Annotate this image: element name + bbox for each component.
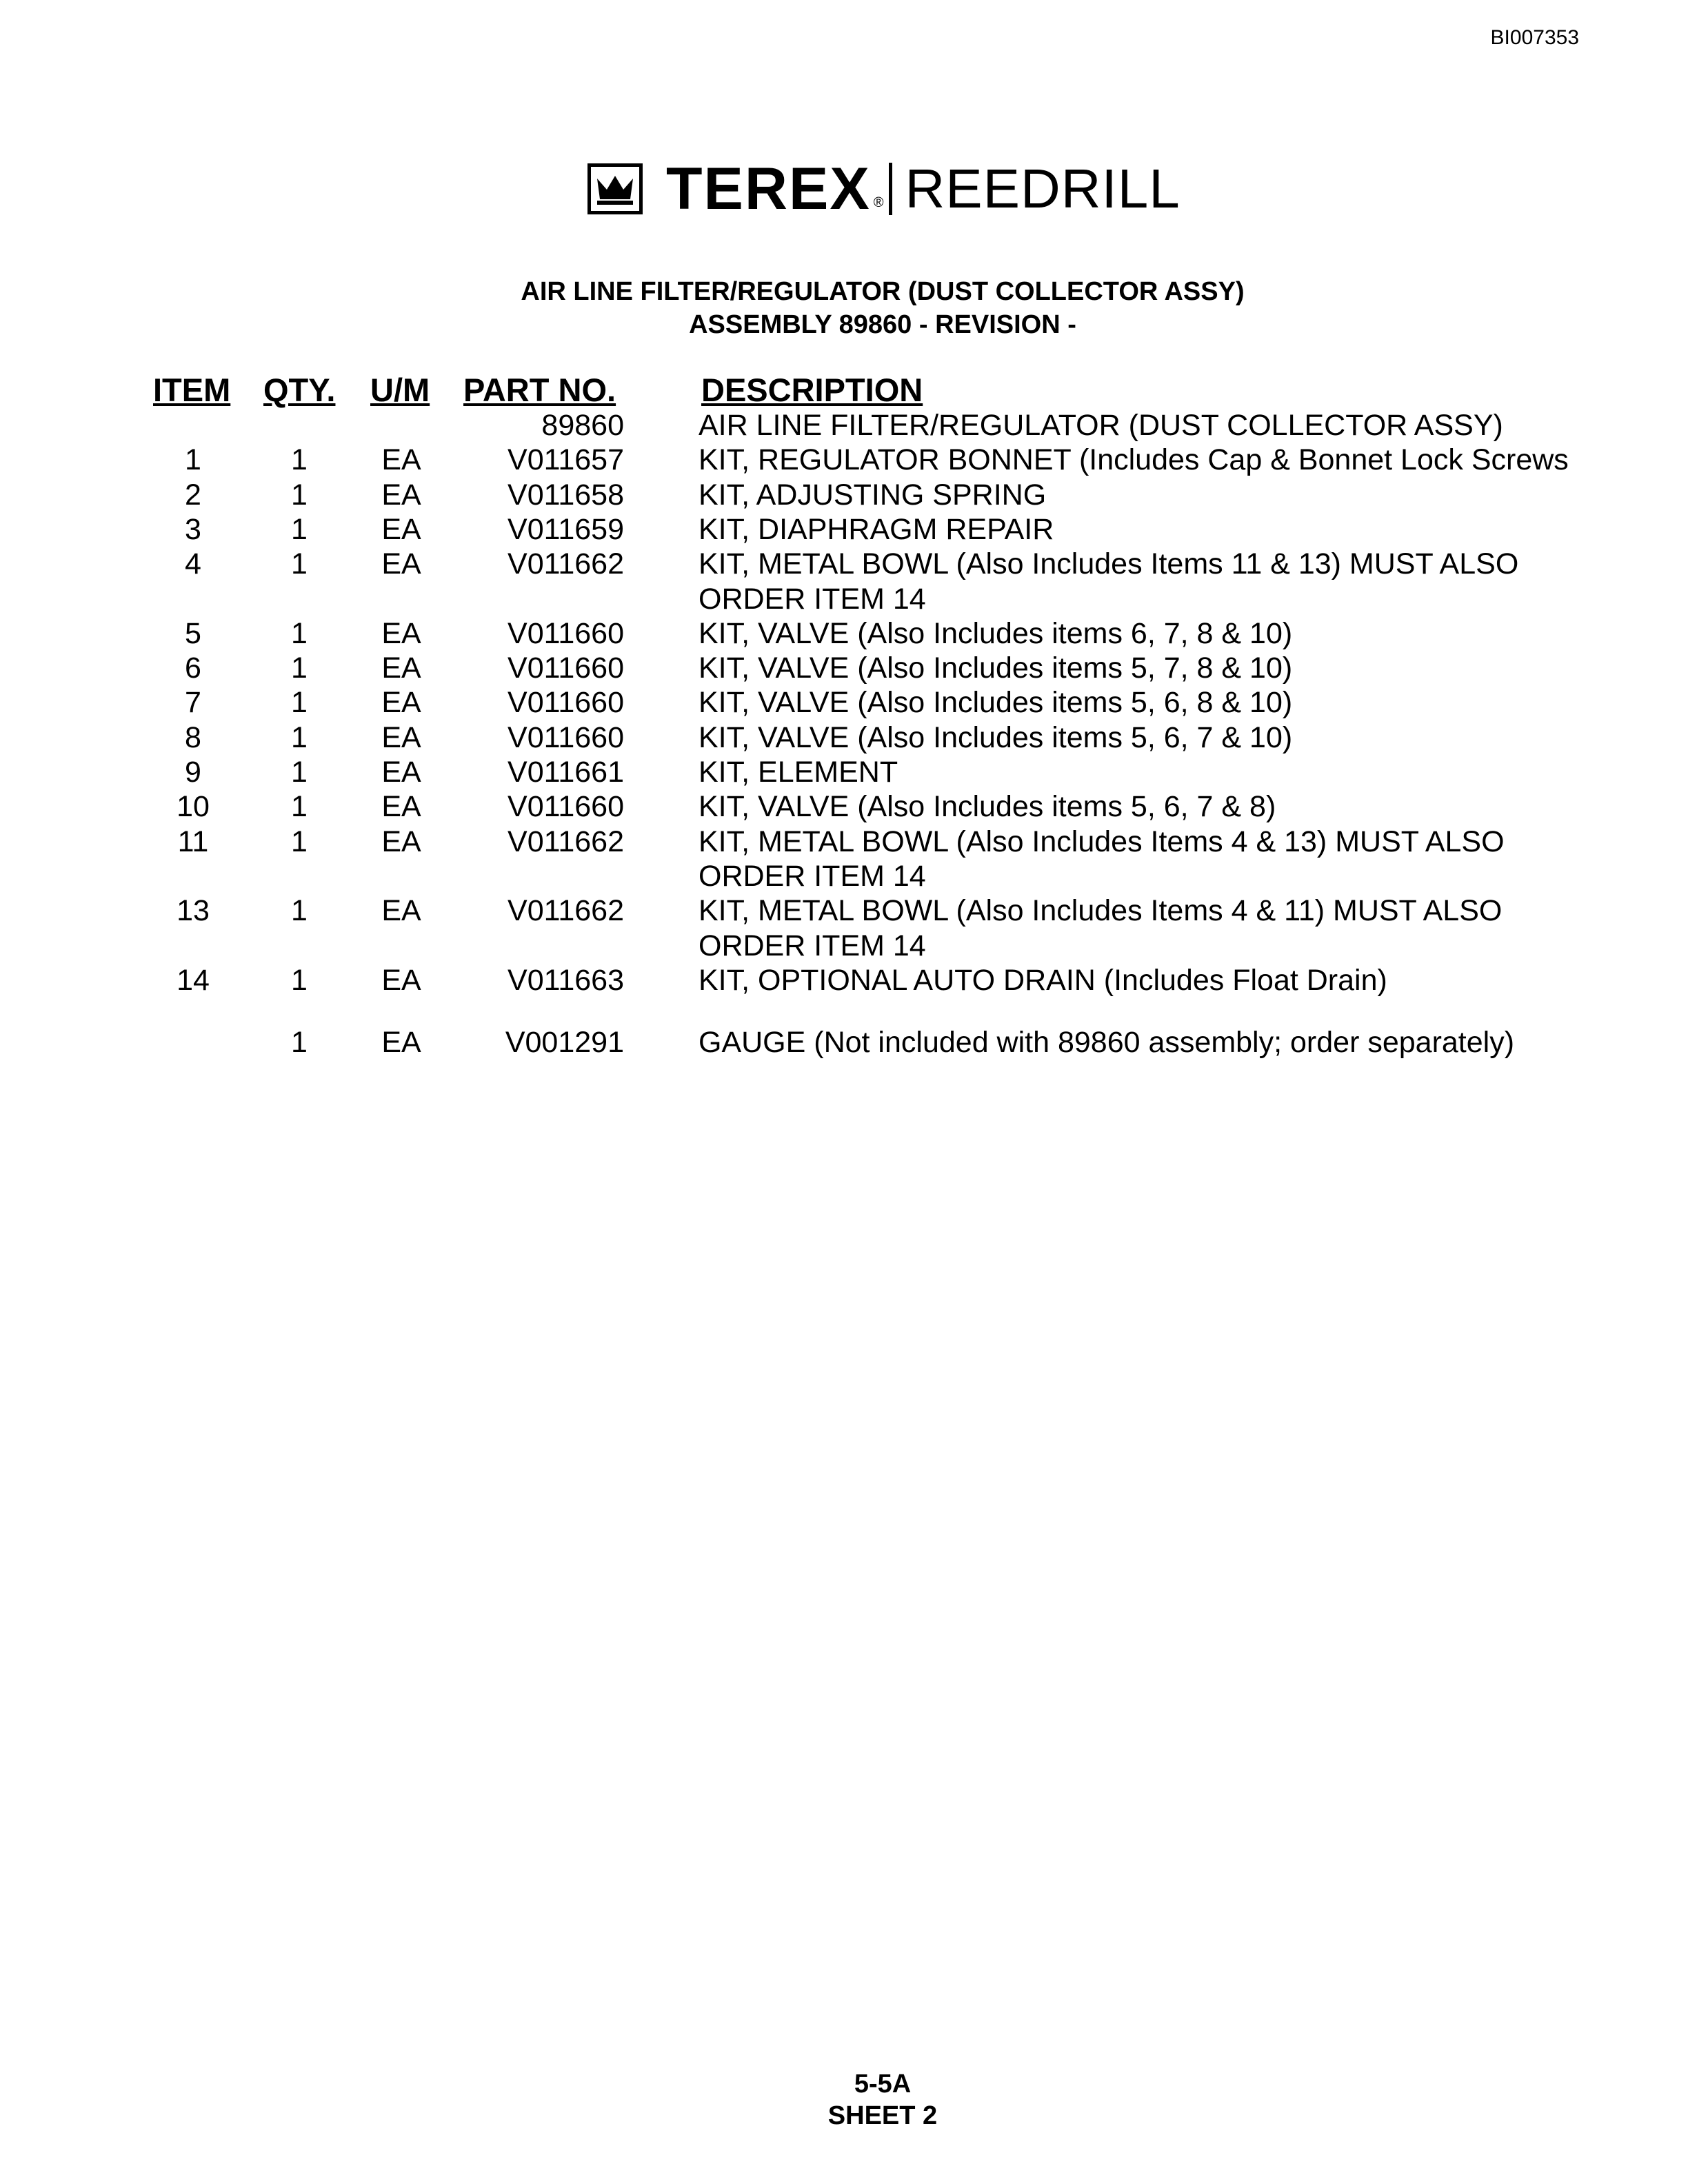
cell-um: EA — [381, 651, 421, 685]
cell-description: KIT, VALVE (Also Includes items 5, 6, 8 & 10) — [699, 686, 1293, 719]
cell-qty: 1 — [291, 617, 308, 650]
cell-part-no: V011660 — [508, 617, 624, 650]
cell-um: EA — [381, 894, 421, 927]
cell-um: EA — [381, 756, 421, 789]
cell-part-no: V011663 — [508, 964, 624, 997]
cell-part-no: V011660 — [508, 790, 624, 823]
cell-item: 11 — [177, 825, 209, 858]
cell-qty: 1 — [291, 825, 308, 858]
cell-item: 13 — [177, 894, 210, 927]
cell-qty: 1 — [291, 894, 308, 927]
column-header-item: ITEM — [153, 372, 231, 408]
cell-um: EA — [381, 547, 421, 580]
cell-qty: 1 — [291, 721, 308, 754]
cell-qty: 1 — [291, 478, 308, 512]
cell-um: EA — [381, 478, 421, 512]
cell-description: KIT, DIAPHRAGM REPAIR — [699, 513, 1054, 546]
cell-item: 4 — [185, 547, 201, 580]
cell-description: ORDER ITEM 14 — [699, 929, 926, 962]
cell-description: KIT, METAL BOWL (Also Includes Items 11 & 13) MUST ALSO — [699, 547, 1519, 580]
cell-part-no: V011662 — [508, 825, 624, 858]
cell-qty: 1 — [291, 513, 308, 546]
cell-qty: 1 — [291, 790, 308, 823]
cell-description: ORDER ITEM 14 — [699, 583, 926, 616]
cell-description: GAUGE (Not included with 89860 assembly; order separately) — [699, 1026, 1515, 1059]
cell-um: EA — [381, 721, 421, 754]
logo-brand: TEREX — [666, 156, 871, 222]
cell-item: 3 — [185, 513, 201, 546]
cell-description: KIT, ADJUSTING SPRING — [699, 478, 1047, 512]
document-subtitle: ASSEMBLY 89860 - REVISION - — [689, 310, 1076, 339]
logo-registered-mark: ® — [873, 195, 884, 210]
cell-um: EA — [381, 617, 421, 650]
cell-item: 2 — [185, 478, 201, 512]
cell-um: EA — [381, 513, 421, 546]
cell-um: EA — [381, 443, 421, 476]
document-id: BI007353 — [1490, 26, 1579, 49]
cell-item: 6 — [185, 651, 201, 685]
cell-item: 8 — [185, 721, 201, 754]
cell-description: KIT, VALVE (Also Includes items 5, 6, 7 & 10) — [699, 721, 1293, 754]
cell-description: ORDER ITEM 14 — [699, 860, 926, 893]
cell-part-no: V011657 — [508, 443, 624, 476]
cell-qty: 1 — [291, 651, 308, 685]
column-header-um: U/M — [370, 372, 430, 408]
cell-item: 10 — [177, 790, 210, 823]
cell-um: EA — [381, 1026, 421, 1059]
document-title: AIR LINE FILTER/REGULATOR (DUST COLLECTOR ASSY) — [521, 277, 1245, 306]
logo-divider — [889, 163, 892, 215]
cell-part-no: 89860 — [541, 409, 624, 442]
cell-um: EA — [381, 825, 421, 858]
cell-part-no: V011660 — [508, 651, 624, 685]
cell-qty: 1 — [291, 686, 308, 719]
cell-qty: 1 — [291, 964, 308, 997]
cell-item: 14 — [177, 964, 210, 997]
cell-part-no: V001291 — [505, 1026, 624, 1059]
cell-um: EA — [381, 686, 421, 719]
cell-description: KIT, METAL BOWL (Also Includes Items 4 & 11) MUST ALSO — [699, 894, 1503, 927]
cell-part-no: V011659 — [508, 513, 624, 546]
cell-part-no: V011660 — [508, 721, 624, 754]
cell-description: KIT, METAL BOWL (Also Includes Items 4 & 13) MUST ALSO — [699, 825, 1505, 858]
sheet-number: SHEET 2 — [827, 2101, 938, 2130]
cell-part-no: V011661 — [508, 756, 624, 789]
cell-description: KIT, ELEMENT — [699, 756, 898, 789]
cell-item: 7 — [185, 686, 201, 719]
cell-qty: 1 — [291, 1026, 308, 1059]
cell-description: KIT, VALVE (Also Includes items 5, 7, 8 & 10) — [699, 651, 1293, 685]
terex-reedrill-logo — [587, 156, 1180, 222]
cell-qty: 1 — [291, 756, 308, 789]
cell-item: 9 — [185, 756, 201, 789]
cell-qty: 1 — [291, 443, 308, 476]
cell-item: 1 — [185, 443, 201, 476]
cell-description: AIR LINE FILTER/REGULATOR (DUST COLLECTOR ASSY) — [699, 409, 1503, 442]
cell-item: 5 — [185, 617, 201, 650]
logo-division: REEDRILL — [905, 158, 1180, 219]
cell-description: KIT, VALVE (Also Includes items 6, 7, 8 & 10) — [699, 617, 1293, 650]
cell-description: KIT, VALVE (Also Includes items 5, 6, 7 & 8) — [699, 790, 1276, 823]
terex-crown-icon — [587, 163, 643, 214]
cell-part-no: V011662 — [508, 547, 624, 580]
cell-part-no: V011658 — [508, 478, 624, 512]
cell-um: EA — [381, 790, 421, 823]
cell-part-no: V011660 — [508, 686, 624, 719]
column-header-qty: QTY. — [263, 372, 336, 408]
cell-um: EA — [381, 964, 421, 997]
column-header-description: DESCRIPTION — [701, 372, 923, 408]
cell-part-no: V011662 — [508, 894, 624, 927]
column-header-part-no: PART NO. — [463, 372, 616, 408]
cell-description: KIT, REGULATOR BONNET (Includes Cap & Bonnet Lock Screws — [699, 443, 1569, 476]
cell-description: KIT, OPTIONAL AUTO DRAIN (Includes Float Drain) — [699, 964, 1387, 997]
page-number: 5-5A — [854, 2070, 912, 2099]
cell-qty: 1 — [291, 547, 308, 580]
